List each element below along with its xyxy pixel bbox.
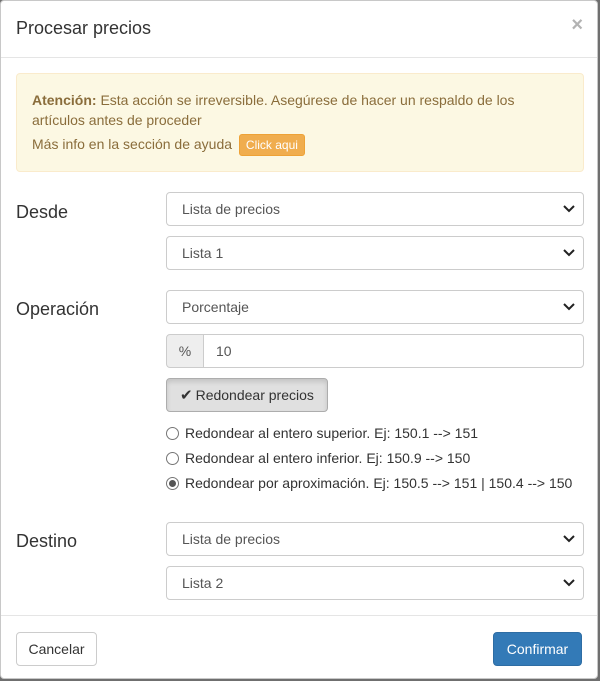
modal-header xyxy=(1,1,597,58)
radio-label: Redondear al entero inferior. Ej: 150.9 --> 150 xyxy=(185,450,471,466)
desde-source-select[interactable] xyxy=(166,192,584,226)
radio-round-down[interactable] xyxy=(166,449,470,467)
radio-button[interactable] xyxy=(166,427,179,440)
radio-round-nearest[interactable] xyxy=(166,474,572,492)
destino-list-value: Lista 2 xyxy=(182,575,224,591)
check-icon: ✔ xyxy=(180,387,193,404)
desde-source-value: Lista de precios xyxy=(182,201,281,217)
operation-type-select[interactable] xyxy=(166,290,584,324)
percentage-input[interactable]: 10 xyxy=(203,334,584,368)
desde-list-value: Lista 1 xyxy=(182,245,224,261)
chevron-down-icon xyxy=(561,244,577,260)
desde-list-select[interactable] xyxy=(166,236,584,270)
alert-strong: Atención: xyxy=(32,92,97,108)
chevron-down-icon xyxy=(561,530,577,546)
percent-addon: % xyxy=(166,334,204,368)
confirm-button[interactable]: Confirmar xyxy=(493,632,582,666)
radio-button[interactable] xyxy=(166,477,179,490)
destino-label: Destino xyxy=(16,531,78,551)
radio-label: Redondear por aproximación. Ej: 150.5 --> 151 | 150.4 --> 150 xyxy=(185,475,573,491)
destino-source-value: Lista de precios xyxy=(182,531,281,547)
destino-source-select[interactable] xyxy=(166,522,584,556)
alert-help-text: Más info en la sección de ayuda xyxy=(32,136,233,152)
alert-message xyxy=(32,90,568,130)
alert-text: Esta acción se irreversible. Asegúrese de hacer un respaldo de los artículos antes de proceder xyxy=(32,92,515,128)
operation-type-value: Porcentaje xyxy=(182,299,249,315)
desde-label: Desde xyxy=(16,202,69,222)
radio-label: Redondear al entero superior. Ej: 150.1 --> 151 xyxy=(185,425,479,441)
radio-round-up[interactable] xyxy=(166,424,478,442)
alert-help-row xyxy=(32,134,568,156)
radio-button[interactable] xyxy=(166,452,179,465)
close-icon[interactable]: × xyxy=(571,14,583,36)
chevron-down-icon xyxy=(561,200,577,216)
help-link-button[interactable]: Click aqui xyxy=(239,134,305,156)
destino-list-select[interactable] xyxy=(166,566,584,600)
modal-title: Procesar precios xyxy=(16,18,152,38)
cancel-button[interactable]: Cancelar xyxy=(16,632,97,666)
warning-alert xyxy=(16,73,584,172)
round-prices-label: Redondear precios xyxy=(195,387,314,403)
chevron-down-icon xyxy=(561,574,577,590)
operacion-label: Operación xyxy=(16,299,100,319)
round-prices-button[interactable] xyxy=(166,378,328,412)
chevron-down-icon xyxy=(561,298,577,314)
percentage-input-group xyxy=(166,334,584,368)
modal-footer xyxy=(1,615,597,680)
